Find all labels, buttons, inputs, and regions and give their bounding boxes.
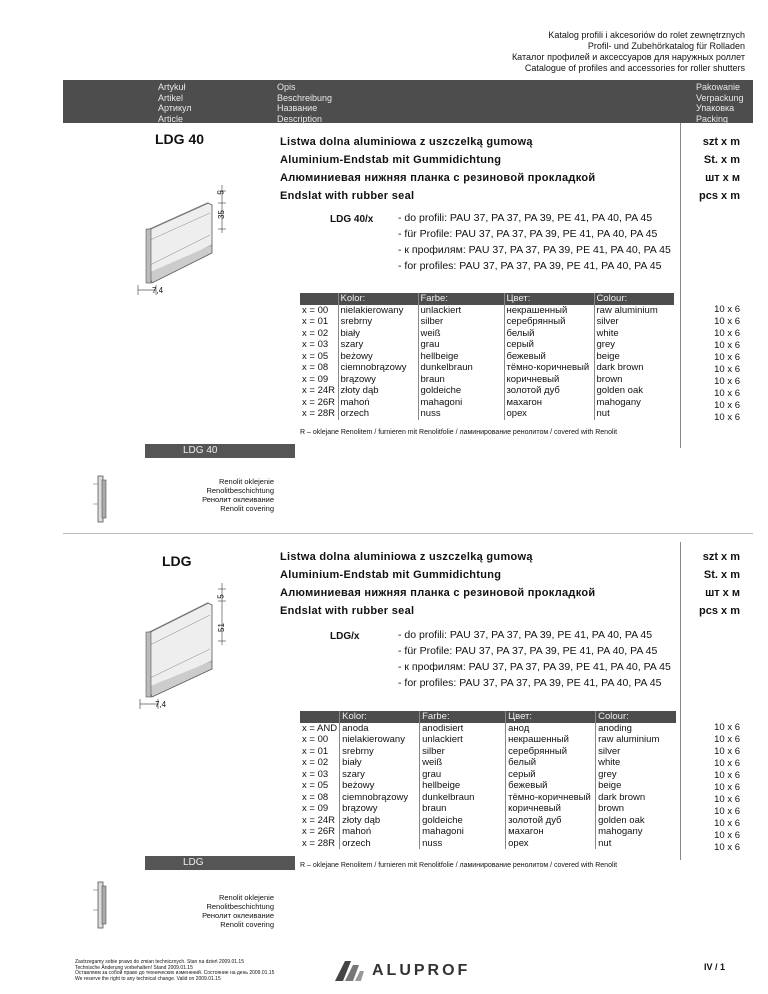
packing-list: [690, 304, 740, 424]
table-cell: x = 00: [302, 304, 329, 316]
table-cell: бежевый: [504, 351, 594, 363]
dim-width: 7,4: [155, 700, 167, 709]
header-line: Каталог профилей и аксессуаров для наружных роллет: [511, 52, 745, 62]
label: Article: [158, 113, 184, 124]
table-header-cell: [300, 711, 340, 723]
packing-value: 10 x 6: [714, 376, 740, 387]
packing-value: 10 x 6: [714, 746, 740, 757]
table-cell: braun: [418, 374, 504, 386]
table-cell: x = 09: [302, 373, 329, 385]
table-row: [300, 351, 674, 363]
label: Opis: [277, 82, 296, 92]
packing-value: 10 x 6: [714, 352, 740, 363]
table-cell: golden oak: [596, 815, 676, 827]
label: Артикул: [158, 103, 192, 113]
table-cell: anoding: [596, 723, 676, 735]
table-cell: x = 26R: [302, 396, 336, 408]
section-label: LDG 40: [145, 444, 295, 458]
table-cell: x = 08: [302, 362, 329, 373]
renolit-line: Renolit covering: [220, 920, 274, 929]
unit-labels: [690, 133, 740, 205]
desc-line: Aluminium-Endstab mit Gummidichtung: [280, 154, 502, 166]
column-divider: [680, 123, 681, 448]
header-line: Catalogue of profiles and accessories for roller shutters: [524, 63, 745, 73]
product-title: LDG: [162, 553, 192, 569]
packing-list: [690, 722, 740, 854]
table-row: [300, 838, 676, 850]
label: Pakowanie: [696, 82, 741, 92]
desc-line: Алюминиевая нижняя планка с резиновой прокладкой: [280, 172, 596, 184]
table-cell: nielakierowany: [340, 734, 420, 746]
table-cell: ciemnobrązowy: [340, 792, 420, 804]
table-cell: x = 28R: [302, 408, 336, 419]
table-cell: goldeiche: [418, 385, 504, 397]
table-row: [300, 339, 674, 351]
table-cell: biały: [338, 328, 418, 340]
table-header-cell: Цвет:: [504, 293, 594, 305]
profile-line: - к профилям: PAU 37, PA 37, PA 39, PE 41, PA 40, PA 45: [398, 661, 671, 673]
table-row: [300, 328, 674, 340]
description-column-header: [277, 82, 332, 124]
table-cell: grau: [418, 339, 504, 351]
renolit-profile-icon: [88, 880, 118, 930]
table-cell: коричневый: [504, 374, 594, 386]
table-cell: beige: [596, 780, 676, 792]
unit-labels: [690, 548, 740, 620]
header-line: Katalog profili i akcesoriów do rolet zewnętrznych: [548, 30, 745, 40]
dim-seal: 5: [216, 190, 226, 195]
table-cell: махагон: [506, 826, 596, 838]
table-cell: unlackiert: [420, 734, 506, 746]
table-cell: white: [594, 328, 674, 340]
table-cell: white: [596, 757, 676, 769]
packing-value: 10 x 6: [714, 734, 740, 745]
table-cell: x = 03: [302, 768, 329, 780]
table-cell: некрашенный: [504, 305, 594, 317]
renolit-note: R – oklejane Renolitem / furnieren mit Renolitfolie / ламинирование ренолитом / covered with Renolit: [300, 429, 618, 436]
profile-line: - für Profile: PAU 37, PA 37, PA 39, PE 41, PA 40, PA 45: [398, 228, 658, 240]
renolit-line: Renolit oklejenie: [218, 477, 274, 486]
table-header-cell: Цвет:: [506, 711, 596, 723]
table-header-cell: Farbe:: [420, 711, 506, 723]
table-cell: golden oak: [594, 385, 674, 397]
table-cell: raw aluminium: [596, 734, 676, 746]
table-cell: x = 09: [302, 803, 329, 814]
aluprof-logo: ALUPROF: [372, 962, 471, 979]
table-cell: mahagoni: [418, 397, 504, 409]
table-header-cell: Kolor:: [340, 711, 420, 723]
desc-line: Aluminium-Endstab mit Gummidichtung: [280, 569, 502, 581]
unit-line: шт x м: [705, 172, 740, 184]
table-cell: x = 02: [302, 757, 329, 768]
unit-line: szt x m: [702, 136, 740, 148]
table-header-cell: Kolor:: [338, 293, 418, 305]
packing-column-header: [696, 82, 751, 124]
dim-height: 51: [216, 623, 226, 632]
table-cell: некрашенный: [506, 734, 596, 746]
table-cell: hellbeige: [418, 351, 504, 363]
table-cell: mahagoni: [420, 826, 506, 838]
profile-line: - für Profile: PAU 37, PA 37, PA 39, PE 41, PA 40, PA 45: [398, 645, 658, 657]
profile-line: - for profiles: PAU 37, PA 37, PA 39, PE 41, PA 40, PA 45: [398, 260, 662, 272]
label: Packing: [696, 113, 729, 124]
table-cell: nut: [594, 408, 674, 420]
table-row: [300, 734, 676, 746]
table-cell: dark brown: [594, 362, 674, 374]
renolit-profile-icon: [88, 474, 118, 524]
table-cell: x = 05: [302, 780, 329, 791]
table-row: [300, 803, 676, 815]
table-row: [300, 385, 674, 397]
table-cell: biały: [340, 757, 420, 769]
profile-drawing: [130, 583, 240, 713]
packing-value: 10 x 6: [714, 758, 740, 769]
table-cell: золотой дуб: [504, 385, 594, 397]
table-cell: коричневый: [506, 803, 596, 815]
table-cell: x = 05: [302, 350, 329, 362]
column-header-band: [63, 80, 753, 123]
table-row: [300, 746, 676, 758]
packing-value: 10 x 6: [714, 770, 740, 781]
table-cell: nielakierowany: [338, 305, 418, 317]
desc-line: Listwa dolna aluminiowa z uszczelką gumową: [280, 136, 533, 148]
packing-value: 10 x 6: [714, 722, 740, 733]
table-row: [300, 723, 676, 735]
table-cell: beżowy: [338, 351, 418, 363]
table-cell: mahogany: [596, 826, 676, 838]
label: Beschreibung: [277, 92, 333, 103]
desc-line: Endslat with rubber seal: [280, 190, 415, 202]
compatible-profiles: [398, 627, 671, 691]
table-cell: złoty dąb: [338, 385, 418, 397]
renolit-line: Renolitbeschichtung: [206, 902, 274, 911]
table-cell: anodisiert: [420, 723, 506, 735]
table-cell: silver: [596, 746, 676, 758]
table-row: [300, 826, 676, 838]
packing-value: 10 x 6: [714, 364, 740, 375]
table-cell: goldeiche: [420, 815, 506, 827]
renolit-line: Ренолит оклеивание: [202, 911, 274, 920]
label: Название: [277, 103, 318, 113]
color-table: [300, 293, 674, 420]
section-divider: [63, 533, 753, 534]
table-cell: braun: [420, 803, 506, 815]
table-cell: szary: [338, 339, 418, 351]
desc-line: Endslat with rubber seal: [280, 605, 415, 617]
table-cell: серый: [506, 769, 596, 781]
color-table: [300, 711, 676, 849]
renolit-line: Renolit covering: [220, 504, 274, 513]
table-cell: brązowy: [338, 374, 418, 386]
packing-value: 10 x 6: [714, 782, 740, 793]
table-row: [300, 792, 676, 804]
table-cell: x = 08: [302, 791, 329, 803]
table-cell: x = 24R: [302, 385, 336, 396]
table-header-cell: Colour:: [596, 711, 676, 723]
table-row: [300, 780, 676, 792]
renolit-note: R – oklejane Renolitem / furnieren mit Renolitfolie / ламинирование ренолитом / covered with Renolit: [300, 862, 618, 869]
table-cell: x = 03: [302, 339, 329, 350]
table-cell: x = 01: [302, 745, 329, 757]
table-cell: золотой дуб: [506, 815, 596, 827]
table-row: [300, 408, 674, 420]
footer-line: Technische Änderung vorbehalten! Stand 2009.01.15: [75, 964, 193, 971]
profile-line: - do profili: PAU 37, PA 37, PA 39, PE 41, PA 40, PA 45: [398, 629, 653, 641]
table-cell: mahoń: [340, 826, 420, 838]
product-description: [280, 133, 595, 205]
table-cell: белый: [504, 328, 594, 340]
table-cell: орех: [504, 408, 594, 420]
dim-seal: 5: [216, 594, 226, 599]
packing-value: 10 x 6: [714, 388, 740, 399]
packing-value: 10 x 6: [714, 304, 740, 315]
table-cell: mahoń: [338, 397, 418, 409]
table-cell: srebrny: [338, 316, 418, 328]
column-divider: [680, 542, 681, 860]
packing-value: 10 x 6: [714, 316, 740, 327]
footer-disclaimer: [75, 960, 274, 982]
table-cell: brown: [594, 374, 674, 386]
table-cell: unlackiert: [418, 305, 504, 317]
profile-line: - do profili: PAU 37, PA 37, PA 39, PE 41, PA 40, PA 45: [398, 212, 653, 224]
footer-line: Zastrzegamy sobie prawo do zmian technicznych. Stan na dzień 2009.01.15: [75, 959, 244, 965]
packing-value: 10 x 6: [714, 830, 740, 841]
section-label: LDG: [145, 856, 295, 870]
packing-value: 10 x 6: [714, 806, 740, 817]
table-cell: тёмно-коричневый: [504, 362, 594, 374]
renolit-line: Renolit oklejenie: [218, 893, 274, 902]
table-cell: silver: [594, 316, 674, 328]
profile-drawing: [130, 185, 240, 300]
table-header-cell: [300, 293, 338, 305]
table-cell: weiß: [418, 328, 504, 340]
renolit-line: Renolitbeschichtung: [206, 486, 274, 495]
table-cell: weiß: [420, 757, 506, 769]
unit-line: pcs x m: [699, 605, 740, 617]
label: Verpackung: [696, 92, 744, 103]
table-cell: szary: [340, 769, 420, 781]
product-title: LDG 40: [155, 131, 205, 147]
product-description: [280, 548, 595, 620]
table-cell: silber: [420, 746, 506, 758]
compatible-profiles: [398, 210, 671, 274]
table-row: [300, 757, 676, 769]
label: Artykuł: [158, 82, 186, 92]
table-cell: x = 24R: [302, 814, 336, 826]
packing-value: 10 x 6: [714, 842, 740, 853]
table-cell: beige: [594, 351, 674, 363]
table-cell: бежевый: [506, 780, 596, 792]
profile-line: - for profiles: PAU 37, PA 37, PA 39, PE 41, PA 40, PA 45: [398, 677, 662, 689]
table-cell: srebrny: [340, 746, 420, 758]
profile-line: - к профилям: PAU 37, PA 37, PA 39, PE 41, PA 40, PA 45: [398, 244, 671, 256]
table-header-cell: Colour:: [594, 293, 674, 305]
footer-line: Оставляем за собой право до технических изменений. Состояние на день 2009.01.15: [75, 970, 275, 976]
table-cell: grey: [596, 769, 676, 781]
desc-line: Алюминиевая нижняя планка с резиновой прокладкой: [280, 587, 596, 599]
unit-line: шт x м: [705, 587, 740, 599]
table-cell: brązowy: [340, 803, 420, 815]
unit-line: pcs x m: [699, 190, 740, 202]
aluprof-logo-icon: [333, 957, 365, 983]
footer-line: We reserve the right to any technical change. Valid on 2009.01.15: [75, 975, 221, 982]
packing-value: 10 x 6: [714, 328, 740, 339]
page-number: IV / 1: [704, 962, 726, 972]
catalog-header: [512, 30, 745, 74]
table-row: [300, 316, 674, 328]
unit-line: St. x m: [703, 154, 740, 166]
table-cell: серый: [504, 339, 594, 351]
table-cell: тёмно-коричневый: [506, 792, 596, 804]
table-cell: x = 28R: [302, 837, 336, 849]
table-row: [300, 362, 674, 374]
packing-value: 10 x 6: [714, 794, 740, 805]
dim-width: 7,4: [152, 286, 164, 295]
table-cell: dark brown: [596, 792, 676, 804]
table-row: [300, 374, 674, 386]
table-cell: grey: [594, 339, 674, 351]
table-cell: ciemnobrązowy: [338, 362, 418, 374]
packing-value: 10 x 6: [714, 400, 740, 411]
label: Упаковка: [696, 103, 735, 113]
dim-height: 35: [216, 210, 226, 219]
table-cell: orzech: [340, 838, 420, 850]
table-cell: x = 01: [302, 316, 329, 327]
table-cell: silber: [418, 316, 504, 328]
table-cell: белый: [506, 757, 596, 769]
table-row: [300, 397, 674, 409]
table-cell: anoda: [340, 723, 420, 735]
product-code: LDG/x: [330, 631, 360, 642]
packing-value: 10 x 6: [714, 818, 740, 829]
table-cell: hellbeige: [420, 780, 506, 792]
table-cell: orzech: [338, 408, 418, 420]
table-cell: nuss: [418, 408, 504, 420]
table-cell: анод: [506, 723, 596, 735]
table-cell: nut: [596, 838, 676, 850]
renolit-line: Ренолит оклеивание: [202, 495, 274, 504]
table-cell: серебрянный: [504, 316, 594, 328]
table-cell: dunkelbraun: [420, 792, 506, 804]
header-line: Profil- und Zubehörkatalog für Rolladen: [587, 41, 745, 51]
table-header-row: [300, 711, 676, 723]
table-cell: серебрянный: [506, 746, 596, 758]
table-cell: x = 00: [302, 734, 329, 745]
renolit-legend: [160, 893, 274, 929]
unit-line: szt x m: [702, 551, 740, 563]
table-cell: x = 02: [302, 327, 329, 339]
table-row: [300, 815, 676, 827]
table-cell: nuss: [420, 838, 506, 850]
table-cell: beżowy: [340, 780, 420, 792]
article-column-header: [158, 82, 192, 124]
packing-value: 10 x 6: [714, 412, 740, 423]
table-cell: brown: [596, 803, 676, 815]
product-code: LDG 40/x: [330, 214, 374, 225]
desc-line: Listwa dolna aluminiowa z uszczelką gumową: [280, 551, 533, 563]
table-row: [300, 305, 674, 317]
table-header-cell: Farbe:: [418, 293, 504, 305]
label: Artikel: [158, 92, 184, 103]
table-cell: raw aluminium: [594, 305, 674, 317]
table-cell: махагон: [504, 397, 594, 409]
unit-line: St. x m: [703, 569, 740, 581]
label: Description: [277, 113, 323, 124]
renolit-legend: [160, 477, 274, 513]
packing-value: 10 x 6: [714, 340, 740, 351]
table-cell: x = 26R: [302, 826, 336, 837]
table-header-row: [300, 293, 674, 305]
table-cell: grau: [420, 769, 506, 781]
table-cell: mahogany: [594, 397, 674, 409]
table-row: [300, 769, 676, 781]
table-cell: x = AND: [302, 722, 338, 734]
table-cell: złoty dąb: [340, 815, 420, 827]
table-cell: dunkelbraun: [418, 362, 504, 374]
table-cell: орех: [506, 838, 596, 850]
